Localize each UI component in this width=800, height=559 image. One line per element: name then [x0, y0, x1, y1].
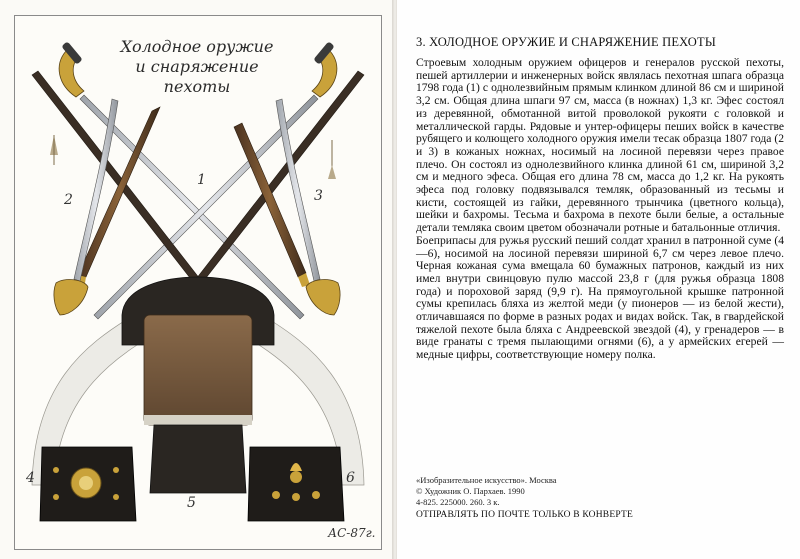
cartridge-pouch-4: [40, 447, 136, 521]
illustration-title-line-1: Холодное оружие: [120, 37, 274, 56]
body-text: [416, 57, 784, 362]
publisher-info: [416, 475, 557, 508]
print-code-line: 4-825. 225000. 260. 3 к.: [416, 497, 500, 507]
item-number-2: 2: [64, 192, 73, 208]
item-number-5: 5: [187, 495, 196, 511]
item-number-4: 4: [26, 470, 35, 486]
illustration-title-line-3: пехоты: [163, 77, 231, 96]
item-number-3: 3: [314, 188, 323, 204]
paragraph-swords: Строевым холодным оружием офицеров и генералов русской пехоты, пешей артиллерии и инженерных войск являлась пехотная шпага образца 1798 года (1) с однолезвийным прямым клинком длиной 86 см и шириной 3,2 см. Общая длина шпаги 97 см, масса (в ножнах) 1,3 кг. Эфес состоял из деревянной, обмотанной витой проволокой рукояти с головкой и металлической гарды. Рядовые и унтер-офицеры пеших войск в качестве рубящего и колющего холодного оружия имели тесак образца 1807 года (2 и 3) в кожаных ножнах, носимый на лосиной перевязи через правое плечо. Он состоял из однолезвийного клинка длиной 61 см, шириной 3,2 см и медного эфеса. Общая его длина 78 см, масса до 1,2 кг. На рукоять эфеса под головку подвязывался темляк, образованный из тесьмы и кисти, состоящей из гайки, деревянного трынчика (цветного кольца), шейки и бахромы. Тесьма и бахрома в пехоте были белые, а остальные детали темляка своим цветом обозначали ротные и батальонные отличия.: [416, 56, 784, 235]
illustration-title: [112, 37, 282, 97]
publisher-line: «Изобразительное искусство». Москва: [416, 475, 557, 485]
section-heading: 3. ХОЛОДНОЕ ОРУЖИЕ И СНАРЯЖЕНИЕ ПЕХОТЫ: [416, 35, 716, 49]
item-number-6: 6: [346, 470, 355, 486]
illustration-title-line-2: и снаряжение: [135, 57, 259, 76]
cartridge-pouch-6: [248, 447, 344, 521]
mailing-instruction: ОТПРАВЛЯТЬ ПО ПОЧТЕ ТОЛЬКО В КОНВЕРТЕ: [416, 510, 633, 520]
paragraph-ammunition: Боеприпасы для ружья русский пеший солдат хранил в патронной суме (4—6), носимой на лосиной перевязи шириной 6,7 см через левое плечо. Черная кожаная сума вмещала 60 бумажных патронов, каждый из них имел внутри свинцовую пулю массой 23,8 г (для ружья образца 1808 года) и пороховой заряд (9,9 г). На прямоугольной крышке патронной сумы крепилась бляха из желтой меди (у пионеров — из белой жести), отличавшаяся по форме в разных родах и видах войск. Так, в гвардейской тяжелой пехоте была бляха с Андреевской звездой (4), у гренадеров — в виде гранаты с тремя пылающими огнями (6), а у армейских егерей — медные цифры, соответствующие номеру полка.: [416, 233, 784, 362]
artist-signature: АС-87г.: [328, 526, 376, 540]
artist-copyright-line: © Художник О. Пархаев. 1990: [416, 486, 525, 496]
item-number-1: 1: [197, 172, 206, 188]
